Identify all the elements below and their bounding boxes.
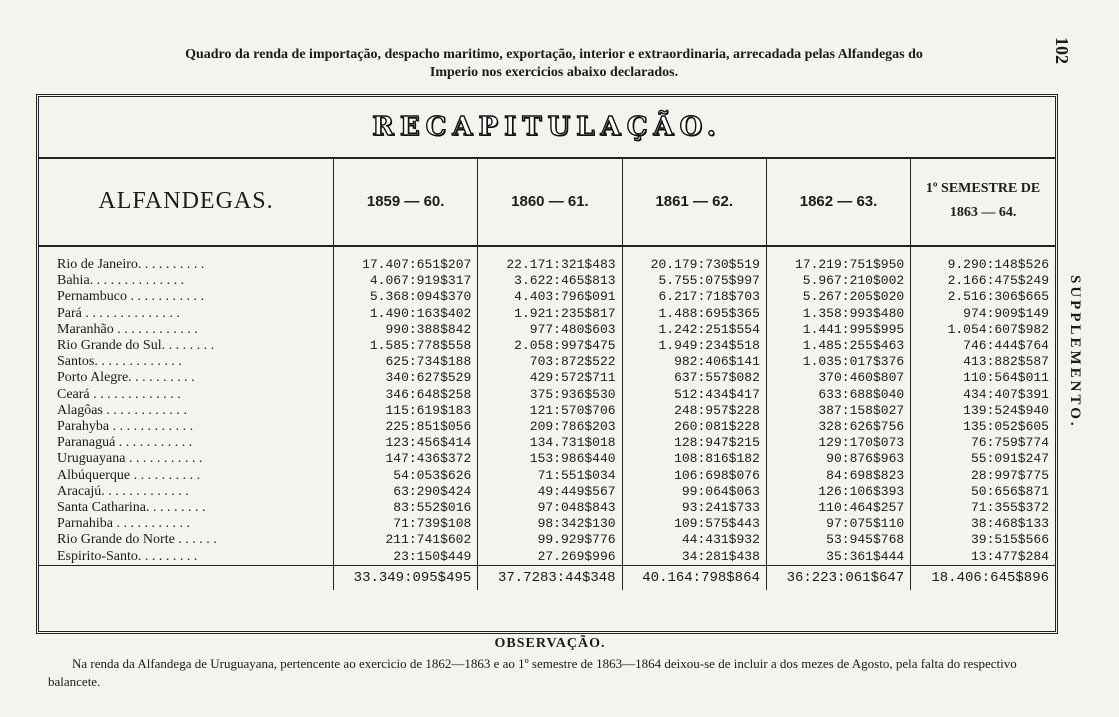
table-row [39,306,1055,322]
revenue-cell: 50:656$871 [970,483,1049,499]
revenue-cell: 121:570$706 [478,403,622,419]
revenue-cell: 123:456$414 [334,435,478,451]
revenue-cell: 1.035:017$376 [766,354,910,370]
revenue-cell: 49:449$567 [478,484,622,500]
revenue-cell: 260:081$228 [622,419,766,435]
revenue-cell: 429:572$711 [478,370,622,386]
revenue-cell: 90:876$963 [766,451,910,467]
revenue-cell: 153:986$440 [478,451,622,467]
customs-house-name: Ceará . . . . . . . . . . . . . [39,387,334,403]
header-line-2: Imperio nos exercicios abaixo declarados. [429,65,679,80]
revenue-cell: 27.269$996 [478,549,622,566]
customs-house-name: Alagôas . . . . . . . . . . . . [39,403,334,419]
customs-house-name: Aracajú. . . . . . . . . . . . . [39,484,334,500]
revenue-cell: 128:947$215 [622,435,766,451]
revenue-cell: 20.179:730$519 [622,246,766,273]
revenue-cell: 248:957$228 [622,403,766,419]
revenue-cell: 98:342$130 [478,516,622,532]
revenue-cell: 39:515$566 [970,532,1049,548]
totals-row [39,565,1055,590]
revenue-cell: 139:524$940 [963,402,1049,418]
page-number: 102 [1052,37,1072,64]
revenue-cell: 76:759$774 [970,435,1049,451]
total-cell: 33.349:095$495 [334,565,478,590]
customs-house-name: Paranaguá . . . . . . . . . . . [39,435,334,451]
revenue-cell: 633:688$040 [766,387,910,403]
customs-house-name: Pernambuco . . . . . . . . . . . [39,289,334,305]
revenue-cell: 2.516:306$665 [947,289,1049,305]
revenue-cell: 22.171:321$483 [478,246,622,273]
revenue-cell: 387:158$027 [766,403,910,419]
table-row [39,516,1055,532]
revenue-cell: 55:091$247 [970,451,1049,467]
revenue-cell: 1.441:995$995 [766,322,910,338]
customs-house-name: Santa Catharina. . . . . . . . . [39,500,334,516]
customs-house-name: Pará . . . . . . . . . . . . . . [39,306,334,322]
table-body [39,246,1055,590]
revenue-cell: 1.488:695$365 [622,306,766,322]
recap-table [39,157,1055,590]
revenue-cell: 370:460$807 [766,370,910,386]
revenue-cell: 625:734$188 [334,354,478,370]
column-header-1860-61: 1860 — 61. [478,157,622,246]
revenue-cell: 2.166:475$249 [947,273,1049,289]
revenue-cell: 512:434$417 [622,387,766,403]
revenue-cell: 2.058:997$475 [478,338,622,354]
observation-title: OBSERVAÇÃO. [494,636,606,651]
revenue-cell: 4.403:796$091 [478,289,622,305]
title-band [39,97,1055,159]
revenue-cell: 135:052$605 [963,419,1049,435]
table-row [39,484,1055,500]
revenue-cell: 637:557$082 [622,370,766,386]
total-cell: 37.7283:44$348 [478,565,622,590]
revenue-cell: 115:619$183 [334,403,478,419]
revenue-cell: 5.267:205$020 [766,289,910,305]
revenue-cell: 23:150$449 [334,549,478,566]
revenue-cell: 129:170$073 [766,435,910,451]
customs-house-name: Parnahiba . . . . . . . . . . . [39,516,334,532]
revenue-cell: 434:407$391 [963,386,1049,402]
table-row [39,338,1055,354]
revenue-cell: 110:564$011 [963,370,1049,386]
table-row [39,403,1055,419]
revenue-cell: 35:361$444 [766,549,910,566]
revenue-cell: 84:698$823 [766,468,910,484]
customs-house-name: Rio Grande do Sul. . . . . . . . [39,338,334,354]
revenue-cell: 990:388$842 [334,322,478,338]
total-cell: 18.406:645$896 [911,565,1055,590]
revenue-cell: 1.358:993$480 [766,306,910,322]
revenue-cell: 83:552$016 [334,500,478,516]
column-header-1862-63: 1862 — 63. [766,157,910,246]
side-label: SUPPLEMENTO. [1067,275,1083,429]
revenue-cell: 17.407:651$207 [334,246,478,273]
customs-house-name: Maranhão . . . . . . . . . . . . [39,322,334,338]
customs-house-name: Bahia. . . . . . . . . . . . . . [39,273,334,289]
customs-house-name: Parahyba . . . . . . . . . . . . [39,419,334,435]
totals-label-cell [39,565,334,590]
revenue-cell: 977:480$603 [478,322,622,338]
table-row [39,322,1055,338]
column-header-1863-64 [911,157,1055,246]
table-row [39,246,1055,273]
revenue-cell: 9.290:148$526 [947,257,1049,272]
revenue-cell: 106:698$076 [622,468,766,484]
column-header-alfandegas: ALFANDEGAS. [39,157,334,246]
total-cell: 40.164:798$864 [622,565,766,590]
revenue-cell: 54:053$626 [334,468,478,484]
table-row [39,387,1055,403]
revenue-cell: 1.485:255$463 [766,338,910,354]
revenue-cell: 110:464$257 [766,500,910,516]
customs-house-name: Porto Alegre. . . . . . . . . . [39,370,334,386]
header-row [39,157,1055,246]
revenue-cell: 703:872$522 [478,354,622,370]
revenue-cell: 225:851$056 [334,419,478,435]
total-cell: 36:223:061$647 [766,565,910,590]
table-row [39,370,1055,386]
recap-frame [36,94,1058,634]
header-line-1: Quadro da renda de importação, despacho maritimo, exportação, interior e extraordinaria, arrecadada pelas Alfandegas do [185,47,923,62]
revenue-cell: 147:436$372 [334,451,478,467]
revenue-cell: 6.217:718$703 [622,289,766,305]
revenue-cell: 28:997$775 [970,467,1049,483]
revenue-cell: 328:626$756 [766,419,910,435]
table-row [39,435,1055,451]
revenue-cell: 97:048$843 [478,500,622,516]
revenue-cell: 34:281$438 [622,549,766,566]
revenue-cell: 346:648$258 [334,387,478,403]
column-header-semester-years: 1863 — 64. [949,205,1017,220]
revenue-cell: 1.949:234$518 [622,338,766,354]
table-row [39,419,1055,435]
header [48,46,1060,82]
revenue-cell: 108:816$182 [622,451,766,467]
column-header-1861-62: 1861 — 62. [622,157,766,246]
revenue-cell: 97:075$110 [766,516,910,532]
revenue-cell: 5.368:094$370 [334,289,478,305]
revenue-cell: 71:739$108 [334,516,478,532]
table-row [39,289,1055,305]
table-row [39,468,1055,484]
revenue-cell: 5.967:210$002 [766,273,910,289]
revenue-cell: 974:909$149 [963,305,1049,321]
revenue-cell: 746:444$764 [963,338,1049,354]
table-row [39,273,1055,289]
customs-house-name: Uruguayana . . . . . . . . . . . [39,451,334,467]
revenue-cell: 17.219:751$950 [766,246,910,273]
customs-house-name: Santos. . . . . . . . . . . . . [39,354,334,370]
table-row [39,451,1055,467]
revenue-cell: 4.067:919$317 [334,273,478,289]
revenue-cell: 109:575$443 [622,516,766,532]
revenue-cell: 211:741$602 [334,532,478,548]
revenue-cell: 1.490:163$402 [334,306,478,322]
revenue-cell: 63:290$424 [334,484,478,500]
revenue-cell: 1.585:778$558 [334,338,478,354]
column-header-1859-60: 1859 — 60. [334,157,478,246]
table-row [39,532,1055,548]
customs-house-name: Espirito-Santo. . . . . . . . . [39,549,334,566]
revenue-cell: 5.755:075$997 [622,273,766,289]
customs-house-name: Rio de Janeiro. . . . . . . . . . [39,246,334,273]
revenue-cell: 13:477$284 [970,548,1049,564]
table-title: RECAPITULAÇÃO. [372,112,722,142]
revenue-cell: 71:355$372 [970,500,1049,516]
observation-text: Na renda da Alfandega de Uruguayana, pertencente ao exercicio de 1862—1863 e ao 1º semestre de 1863—1864 deixou-se de incluir a dos mezes de Agosto, pela falta do respectivo balancete. [48,656,1017,689]
customs-house-name: Albúquerque . . . . . . . . . . [39,468,334,484]
revenue-cell: 44:431$932 [622,532,766,548]
revenue-cell: 38:468$133 [970,516,1049,532]
customs-house-name: Rio Grande do Norte . . . . . . [39,532,334,548]
table-row [39,500,1055,516]
revenue-cell: 99:064$063 [622,484,766,500]
revenue-cell: 982:406$141 [622,354,766,370]
table-row [39,354,1055,370]
revenue-cell: 93:241$733 [622,500,766,516]
revenue-cell: 53:945$768 [766,532,910,548]
revenue-cell: 1.921:235$817 [478,306,622,322]
revenue-cell: 99.929$776 [478,532,622,548]
revenue-cell: 1.242:251$554 [622,322,766,338]
revenue-cell: 1.054:607$982 [947,321,1049,337]
revenue-cell: 413:882$587 [963,354,1049,370]
revenue-cell: 340:627$529 [334,370,478,386]
revenue-cell: 3.622:465$813 [478,273,622,289]
revenue-cell: 209:786$203 [478,419,622,435]
revenue-cell: 134.731$018 [478,435,622,451]
column-header-semester: 1º SEMESTRE DE [925,181,1041,196]
table-row [39,549,1055,566]
revenue-cell: 71:551$034 [478,468,622,484]
revenue-cell: 375:936$530 [478,387,622,403]
revenue-cell: 126:106$393 [766,484,910,500]
